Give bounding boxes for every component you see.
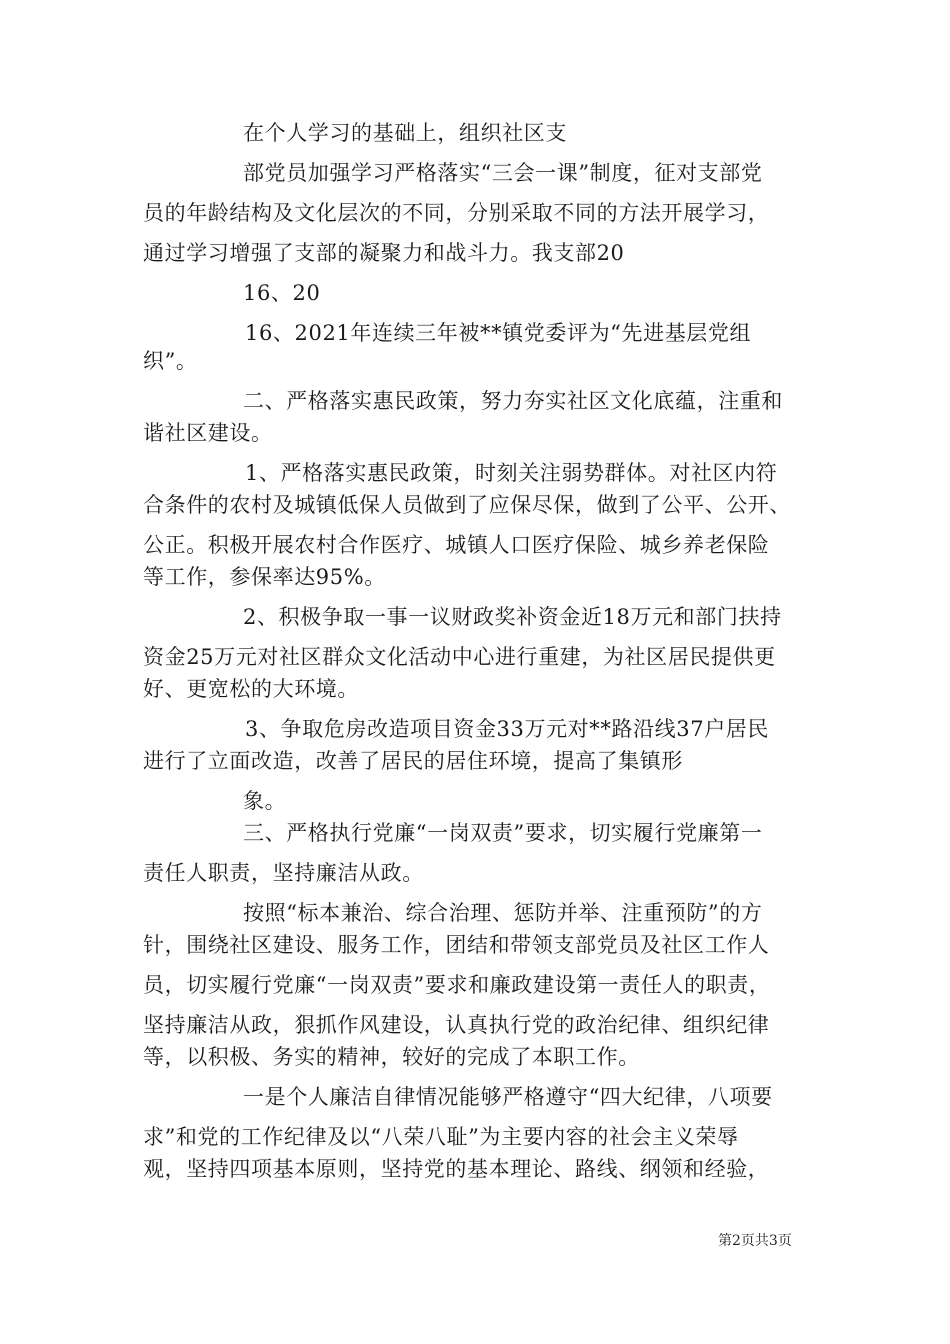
- text-line: 16、20: [243, 281, 321, 305]
- text-line: 象。: [243, 789, 287, 813]
- text-line: 资金25万元对社区群众文化活动中心进行重建，为社区居民提供更: [143, 645, 776, 669]
- text-line: 针，围绕社区建设、服务工作，团结和带领支部党员及社区工作人: [143, 933, 770, 957]
- section-heading: 谐社区建设。: [143, 421, 273, 445]
- text-line: 1、严格落实惠民政策，时刻关注弱势群体。对社区内符: [245, 461, 778, 485]
- section-heading: 三、严格执行党廉“一岗双责”要求，切实履行党廉第一: [243, 821, 763, 845]
- text-line: 在个人学习的基础上，组织社区支: [243, 121, 567, 145]
- text-line: 2、积极争取一事一议财政奖补资金近18万元和部门扶持: [243, 605, 782, 629]
- text-line: 16、2021年连续三年被**镇党委评为“先进基层党组: [245, 321, 752, 345]
- text-line: 织”。: [143, 349, 198, 373]
- text-line: 员的年龄结构及文化层次的不同，分别采取不同的方法开展学习，: [143, 201, 770, 225]
- text-line: 公正。积极开展农村合作医疗、城镇人口医疗保险、城乡养老保险: [143, 533, 770, 557]
- text-line: 3、争取危房改造项目资金33万元对**路沿线37户居民: [245, 717, 770, 741]
- text-line: 一是个人廉洁自律情况能够严格遵守“四大纪律，八项要: [243, 1085, 773, 1109]
- page-number-footer: 第2页共3页: [718, 1233, 792, 1249]
- text-line: 部党员加强学习严格落实“三会一课”制度，征对支部党: [243, 161, 763, 185]
- section-heading: 二、严格落实惠民政策，努力夯实社区文化底蕴，注重和: [243, 389, 783, 413]
- text-line: 求”和党的工作纪律及以“八荣八耻”为主要内容的社会主义荣辱: [143, 1125, 739, 1149]
- text-line: 按照“标本兼治、综合治理、惩防并举、注重预防”的方: [243, 901, 763, 925]
- text-line: 等工作，参保率达95%。: [143, 565, 386, 589]
- text-line: 合条件的农村及城镇低保人员做到了应保尽保，做到了公平、公开、: [143, 493, 791, 517]
- section-heading: 责任人职责，坚持廉洁从政。: [143, 861, 424, 885]
- text-line: 通过学习增强了支部的凝聚力和战斗力。我支部20: [143, 241, 625, 265]
- text-line: 观，坚持四项基本原则，坚持党的基本理论、路线、纲领和经验，: [143, 1157, 770, 1181]
- text-line: 坚持廉洁从政，狠抓作风建设，认真执行党的政治纪律、组织纪律: [143, 1013, 770, 1037]
- text-line: 等，以积极、务实的精神，较好的完成了本职工作。: [143, 1045, 640, 1069]
- text-line: 好、更宽松的大环境。: [143, 677, 359, 701]
- text-line: 员，切实履行党廉“一岗双责”要求和廉政建设第一责任人的职责，: [143, 973, 771, 997]
- text-line: 进行了立面改造，改善了居民的居住环境，提高了集镇形: [143, 749, 683, 773]
